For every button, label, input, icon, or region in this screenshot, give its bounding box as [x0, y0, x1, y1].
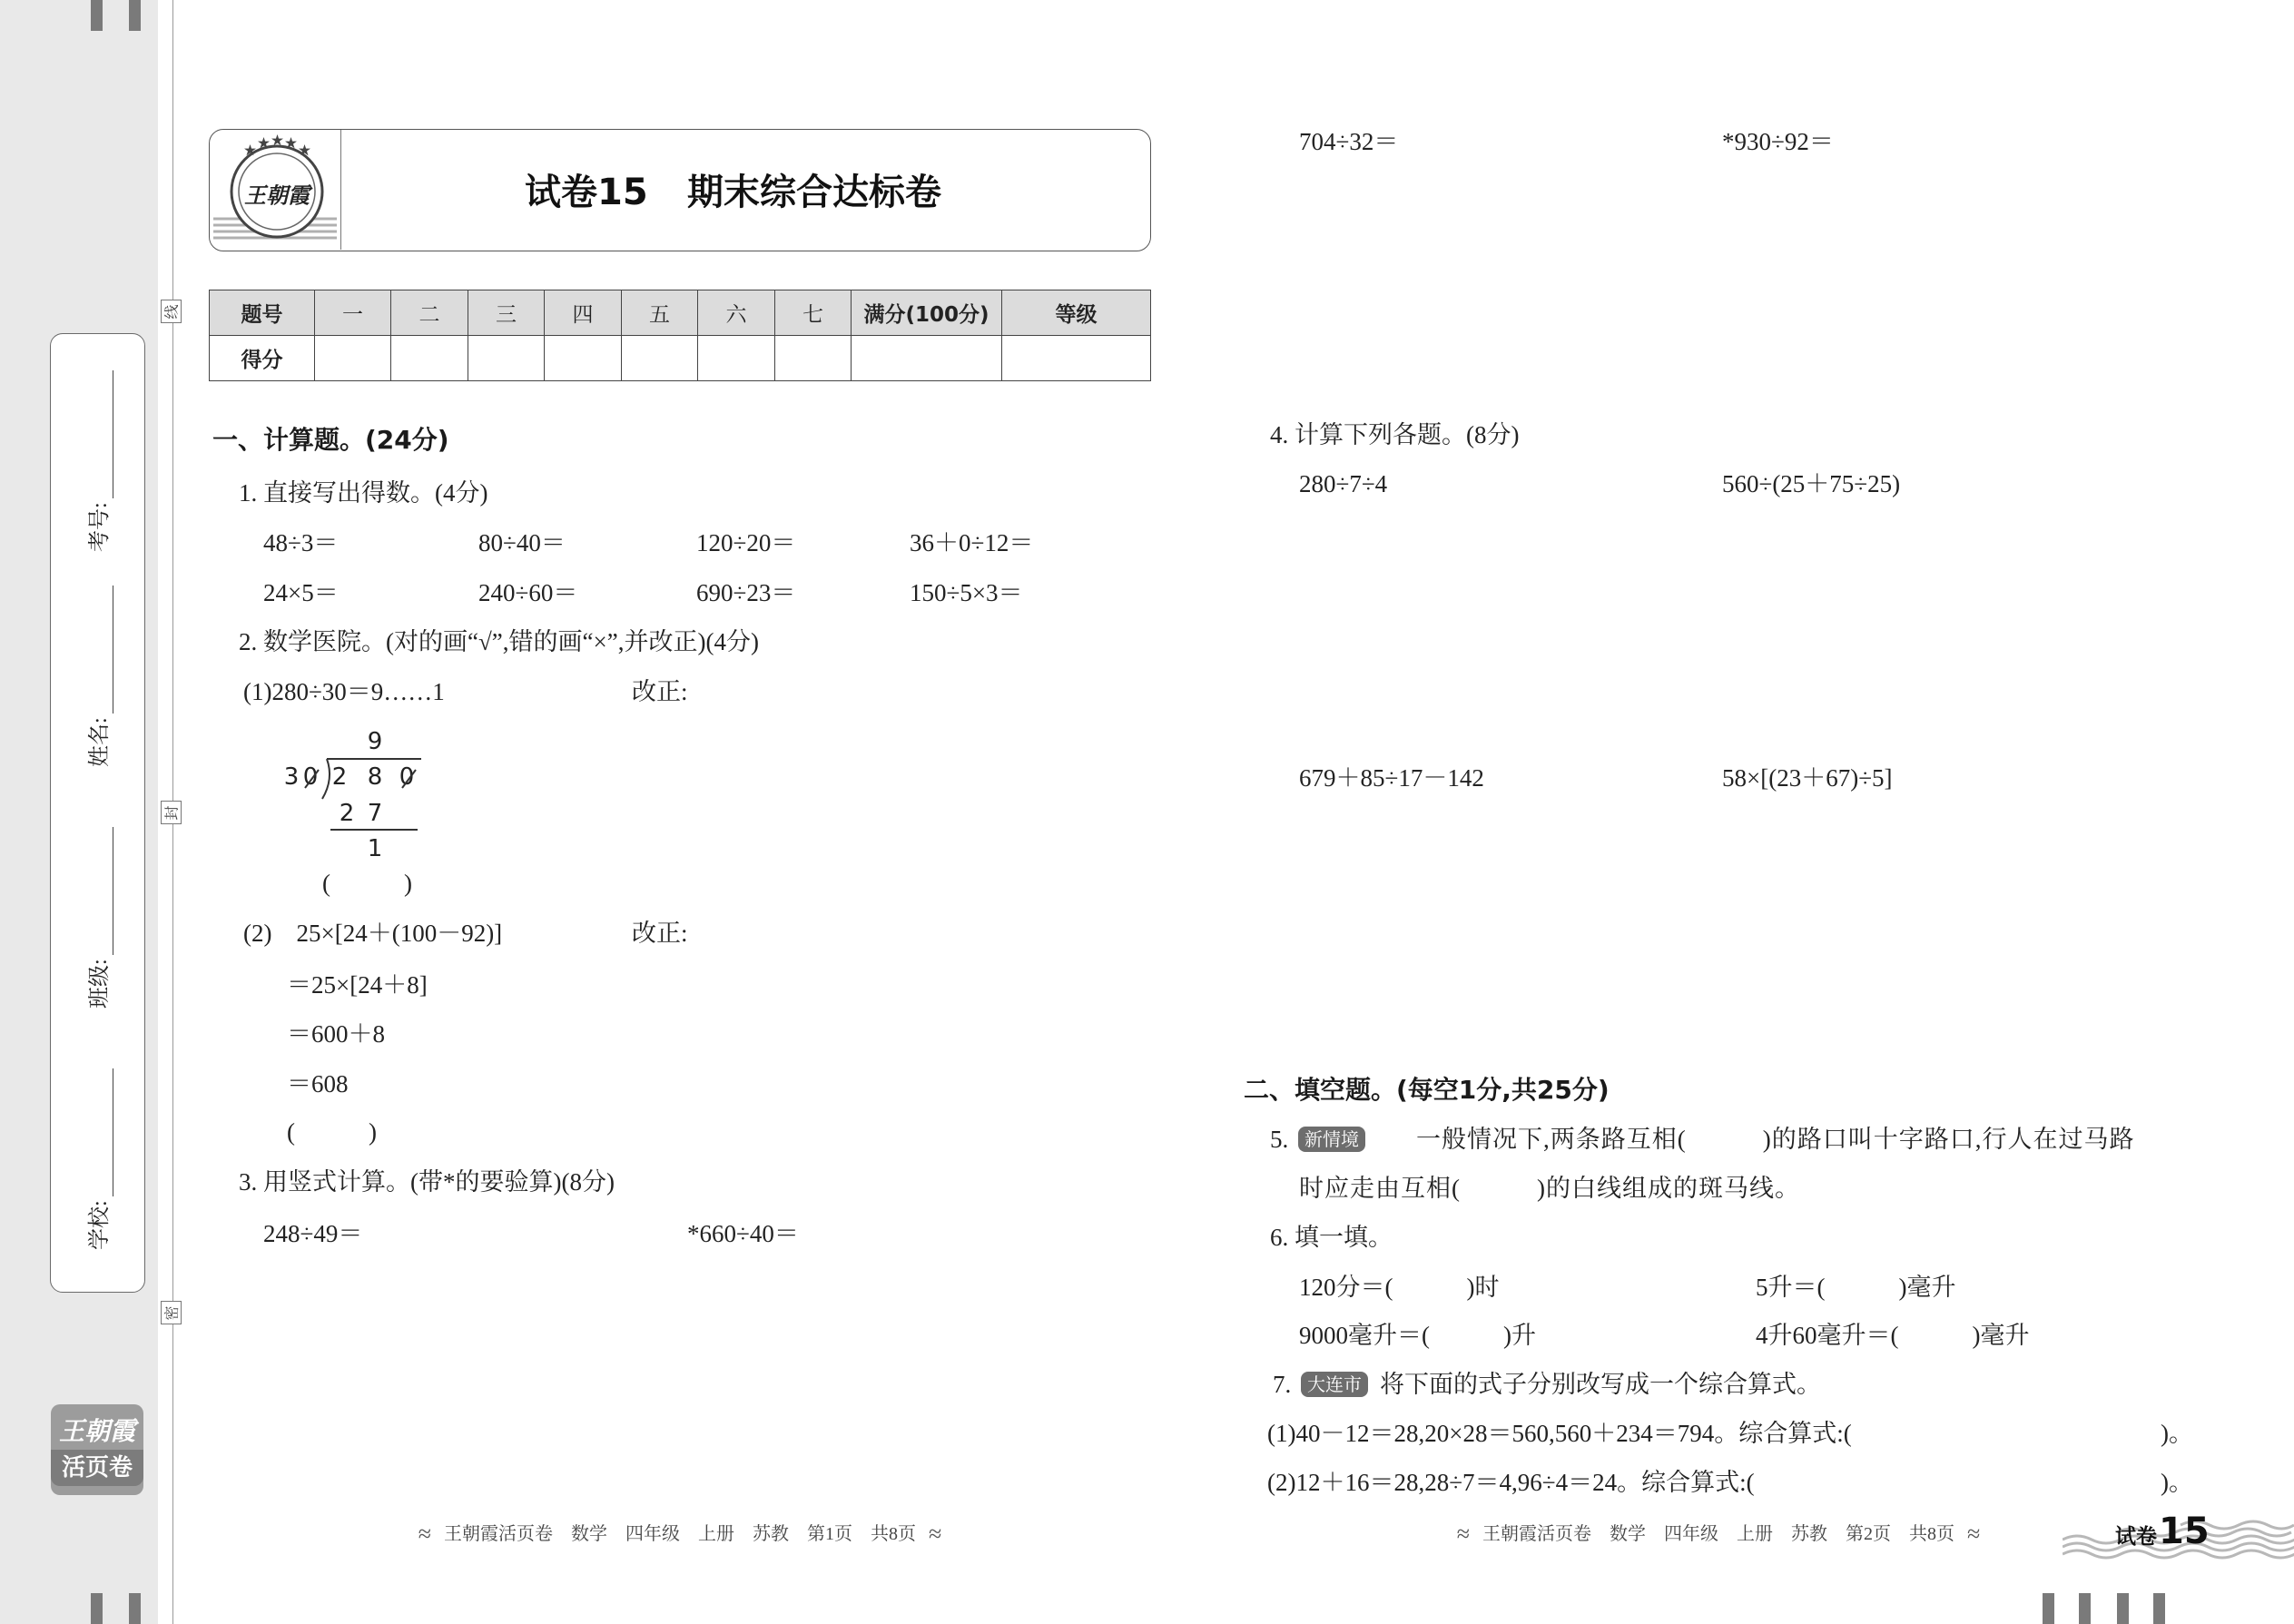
registration-bar	[91, 1593, 103, 1624]
score-row-label: 得分	[210, 336, 315, 381]
score-header-cell: 四	[545, 290, 622, 336]
division-quotient: 9	[367, 728, 383, 755]
field-blank-line	[90, 1068, 113, 1196]
region-tag: 大连市	[1301, 1372, 1368, 1397]
question-prompt: 2. 数学医院。(对的画“√”,错的画“×”,并改正)(4分)	[239, 628, 759, 655]
score-cell	[775, 336, 852, 381]
score-header-cell: 三	[468, 290, 545, 336]
question-number: 5.	[1270, 1126, 1289, 1153]
oral-calc-item: 150÷5×3＝	[910, 579, 1023, 606]
score-cell	[852, 336, 1002, 381]
fill-blank-text: 时应走由互相( )的白线组成的斑马线。	[1299, 1175, 1800, 1202]
score-table-header-row	[210, 290, 1151, 336]
footer-text: 王朝霞活页卷 数学 四年级 上册 苏教 第2页 共8页	[1482, 1524, 1954, 1544]
field-label: 考号:	[88, 502, 112, 552]
score-header-cell: 六	[698, 290, 775, 336]
mixed-calc-item: 560÷(25＋75÷25)	[1722, 470, 1901, 497]
combined-formula-item: (1)40－12＝28,20×28＝560,560＋234＝794。综合算式:(	[1267, 1420, 1852, 1447]
exam-number-tag	[2115, 1511, 2210, 1552]
combined-formula-item: (2)12＋16＝28,28÷7＝4,96÷4＝24。综合算式:(	[1267, 1469, 1755, 1496]
division-dividend-digit: 8	[367, 763, 383, 791]
seal-mark-text: 封	[162, 804, 181, 821]
score-cell	[1002, 336, 1151, 381]
exam-header	[209, 129, 1151, 251]
oral-calc-item: 36＋0÷12＝	[910, 529, 1034, 556]
wave-mark: ≈	[1456, 1521, 1470, 1547]
brand-logo	[51, 1404, 143, 1495]
mixed-calc-item: 58×[(23＋67)÷5]	[1722, 764, 1893, 792]
section-heading: 二、填空题。(每空1分,共25分)	[1244, 1075, 1610, 1105]
question-prompt: 4. 计算下列各题。(8分)	[1270, 421, 1520, 448]
registration-bar	[2079, 1593, 2091, 1624]
answer-blank-close: )。	[2161, 1469, 2193, 1496]
score-cell	[468, 336, 545, 381]
error-item-expression: (1)280÷30＝9……1	[243, 678, 445, 705]
score-header-cell: 题号	[210, 290, 315, 336]
oral-calc-item: 120÷20＝	[696, 529, 796, 556]
registration-bar	[2043, 1593, 2054, 1624]
score-cell	[391, 336, 468, 381]
wave-mark: ≈	[1967, 1521, 1981, 1547]
unit-conversion-item: 120分＝( )时	[1299, 1274, 1500, 1301]
calc-step: ＝25×[24＋8]	[287, 971, 428, 999]
score-header-cell: 一	[315, 290, 391, 336]
registration-bar	[91, 0, 103, 31]
question-prompt: 6. 填一填。	[1270, 1224, 1393, 1251]
calc-step: ＝600＋8	[287, 1020, 385, 1048]
field-label: 学校:	[88, 1200, 112, 1250]
division-product-digit: 7	[367, 800, 383, 827]
correction-label: 改正:	[632, 678, 688, 705]
score-table	[209, 290, 1151, 381]
wave-mark: ≈	[929, 1521, 942, 1547]
question-prompt: 3. 用竖式计算。(带*的要验算)(8分)	[239, 1168, 615, 1196]
seal-mark-seal	[161, 801, 182, 824]
mixed-calc-item: 679＋85÷17－142	[1299, 764, 1484, 792]
unit-conversion-item: 4升60毫升＝( )毫升	[1756, 1322, 2030, 1349]
oral-calc-item: 48÷3＝	[263, 529, 339, 556]
seal-mark-line	[161, 300, 182, 323]
vertical-calc-item: 704÷32＝	[1299, 128, 1399, 155]
registration-bar	[129, 1593, 141, 1624]
fill-blank-text: 一般情况下,两条路互相( )的路口叫十字路口,行人在过马路	[1416, 1126, 2135, 1153]
vertical-calc-item: *660÷40＝	[687, 1220, 799, 1247]
judgement-blank: ( )	[287, 1118, 377, 1146]
score-header-cell: 等级	[1002, 290, 1151, 336]
field-label: 班级:	[88, 959, 112, 1009]
score-cell	[622, 336, 698, 381]
exam-tag-label: 试卷	[2115, 1525, 2157, 1549]
exam-title: 期末综合达标卷	[687, 172, 941, 213]
seal-mark-text: 线	[162, 303, 181, 320]
judgement-blank: ( )	[322, 870, 412, 897]
brand-product: 活页卷	[51, 1450, 143, 1486]
field-blank-line	[90, 370, 113, 498]
score-header-cell: 五	[622, 290, 698, 336]
oral-calc-item: 240÷60＝	[478, 579, 578, 606]
question-prompt: 将下面的式子分别改写成一个综合算式。	[1380, 1371, 1821, 1398]
student-field-exam-number	[86, 370, 113, 552]
field-blank-line	[90, 586, 113, 714]
header-divider	[340, 130, 341, 250]
question-prompt: 1. 直接写出得数。(4分)	[239, 479, 488, 507]
student-field-name	[86, 586, 113, 767]
page-footer-left	[420, 1521, 940, 1547]
division-bracket	[322, 759, 330, 799]
score-header-cell: 二	[391, 290, 468, 336]
question-number: 7.	[1273, 1371, 1292, 1398]
vertical-calc-item: 248÷49＝	[263, 1220, 363, 1247]
long-division-work	[272, 717, 454, 862]
seal-mark-text: 密	[162, 1304, 181, 1321]
oral-calc-item: 80÷40＝	[478, 529, 566, 556]
correction-label: 改正:	[632, 920, 688, 947]
error-item-expression: (2) 25×[24＋(100－92)]	[243, 920, 503, 947]
division-dividend-digit: 2	[331, 763, 348, 791]
score-header-cell: 七	[775, 290, 852, 336]
exam-number: 试卷15	[525, 172, 648, 213]
page-footer-right	[1456, 1521, 1981, 1547]
oral-calc-item: 690÷23＝	[696, 579, 796, 606]
seal-mark-secret	[161, 1301, 182, 1324]
section-heading: 一、计算题。(24分)	[212, 425, 449, 455]
calc-step: ＝608	[287, 1070, 349, 1097]
vertical-calc-item: *930÷92＝	[1722, 128, 1834, 155]
division-dividend-digit: 0	[399, 763, 415, 791]
score-cell	[315, 336, 391, 381]
registration-bar	[129, 0, 141, 31]
mixed-calc-item: 280÷7÷4	[1299, 470, 1388, 497]
answer-blank-close: )。	[2161, 1420, 2193, 1447]
oral-calc-item: 24×5＝	[263, 579, 339, 606]
exam-tag-number: 15	[2159, 1511, 2210, 1552]
division-divisor-digit: 3	[283, 763, 300, 791]
unit-conversion-item: 9000毫升＝( )升	[1299, 1322, 1536, 1349]
student-field-school	[86, 1068, 113, 1250]
registration-bar	[2117, 1593, 2129, 1624]
registration-bar	[2153, 1593, 2165, 1624]
division-divisor-digit: 0	[302, 763, 319, 791]
wave-mark: ≈	[418, 1521, 431, 1547]
field-label: 姓名:	[88, 717, 112, 767]
emblem-text: 王朝霞	[244, 182, 310, 209]
division-remainder: 1	[367, 835, 383, 862]
unit-conversion-item: 5升＝( )毫升	[1756, 1274, 1956, 1301]
score-cell	[545, 336, 622, 381]
brand-name: 王朝霞	[58, 1416, 135, 1446]
footer-text: 王朝霞活页卷 数学 四年级 上册 苏教 第1页 共8页	[444, 1524, 916, 1544]
score-header-cell: 满分(100分)	[852, 290, 1002, 336]
student-field-class	[86, 827, 113, 1009]
field-blank-line	[90, 827, 113, 955]
score-table-score-row	[210, 336, 1151, 381]
publisher-emblem-icon	[213, 132, 337, 248]
division-product-digit: 2	[339, 800, 355, 827]
score-cell	[698, 336, 775, 381]
context-tag: 新情境	[1298, 1127, 1365, 1152]
